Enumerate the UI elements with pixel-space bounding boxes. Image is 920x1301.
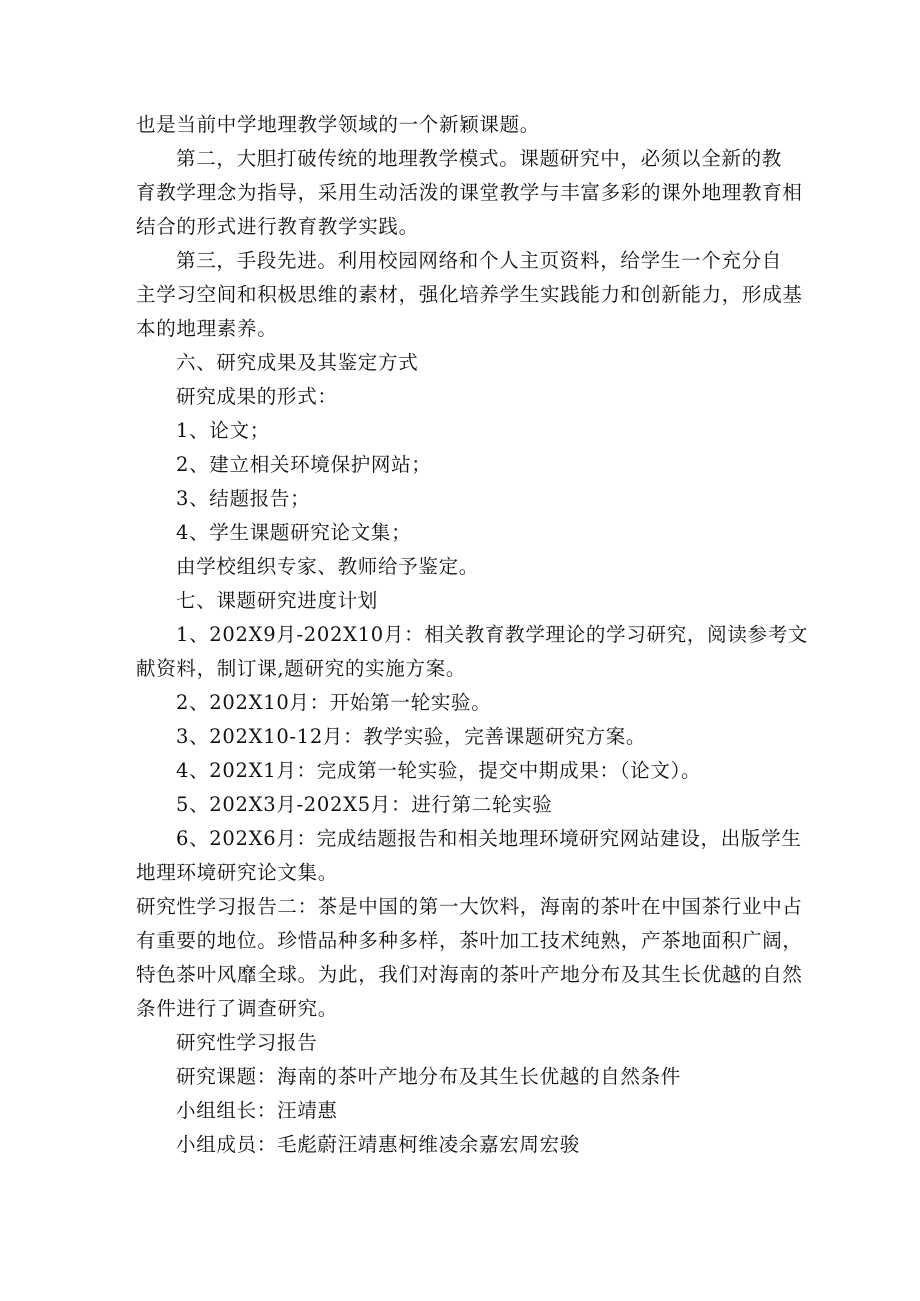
group-leader: 小组组长：汪靖惠 xyxy=(176,1099,338,1122)
report-topic: 研究课题：海南的茶叶产地分布及其生长优越的自然条件 xyxy=(176,1065,682,1088)
section-heading: 七、课题研究进度计划 xyxy=(176,589,379,612)
paragraph-line: 第三，手段先进。利用校园网络和个人主页资料，给学生一个充分自 xyxy=(176,249,783,272)
list-item: 3、结题报告； xyxy=(176,487,311,510)
list-item: 2、建立相关环境保护网站； xyxy=(176,453,432,476)
paragraph-line: 地理环境研究论文集。 xyxy=(136,861,339,884)
paragraph-line: 主学习空间和积极思维的素材，强化培养学生实践能力和创新能力，形成基 xyxy=(136,283,803,306)
paragraph-line: 育教学理念为指导，采用生动活泼的课堂教学与丰富多彩的课外地理教育相 xyxy=(136,181,803,204)
list-item: 6、202X6月：完成结题报告和相关地理环境研究网站建设，出版学生 xyxy=(176,827,802,850)
paragraph-line: 也是当前中学地理教学领域的一个新颖课题。 xyxy=(136,113,541,136)
list-item: 1、202X9月-202X10月：相关教育教学理论的学习研究，阅读参考文 xyxy=(176,623,809,646)
section-heading: 六、研究成果及其鉴定方式 xyxy=(176,351,419,374)
paragraph-line: 第二，大胆打破传统的地理教学模式。课题研究中，必须以全新的教 xyxy=(176,147,783,170)
paragraph-line: 由学校组织专家、教师给予鉴定。 xyxy=(176,555,480,578)
list-item: 5、202X3月-202X5月：进行第二轮实验 xyxy=(176,793,553,816)
paragraph-line: 本的地理素养。 xyxy=(136,317,278,340)
paragraph-line: 献资料，制订课,题研究的实施方案。 xyxy=(136,657,467,680)
list-item: 3、202X10-12月：教学实验，完善课题研究方案。 xyxy=(176,725,647,748)
paragraph-line: 结合的形式进行教育教学实践。 xyxy=(136,215,419,238)
paragraph-line: 研究性学习报告二：茶是中国的第一大饮料，海南的茶叶在中国茶行业中占 xyxy=(136,895,803,918)
list-item: 2、202X10月：开始第一轮实验。 xyxy=(176,691,492,714)
report-title: 研究性学习报告 xyxy=(176,1031,318,1054)
list-item: 4、202X1月：完成第一轮实验，提交中期成果：（论文）。 xyxy=(176,759,702,782)
list-item: 4、学生课题研究论文集； xyxy=(176,521,412,544)
list-item: 1、论文； xyxy=(176,419,270,442)
paragraph-line: 研究成果的形式： xyxy=(176,385,338,408)
paragraph-line: 条件进行了调查研究。 xyxy=(136,997,339,1020)
paragraph-line: 特色茶叶风靡全球。为此，我们对海南的茶叶产地分布及其生长优越的自然 xyxy=(136,963,803,986)
paragraph-line: 有重要的地位。珍惜品种多种多样，茶叶加工技术纯熟，产茶地面积广阔， xyxy=(136,929,803,952)
group-members: 小组成员：毛彪蔚汪靖惠柯维凌余嘉宏周宏骏 xyxy=(176,1133,581,1156)
